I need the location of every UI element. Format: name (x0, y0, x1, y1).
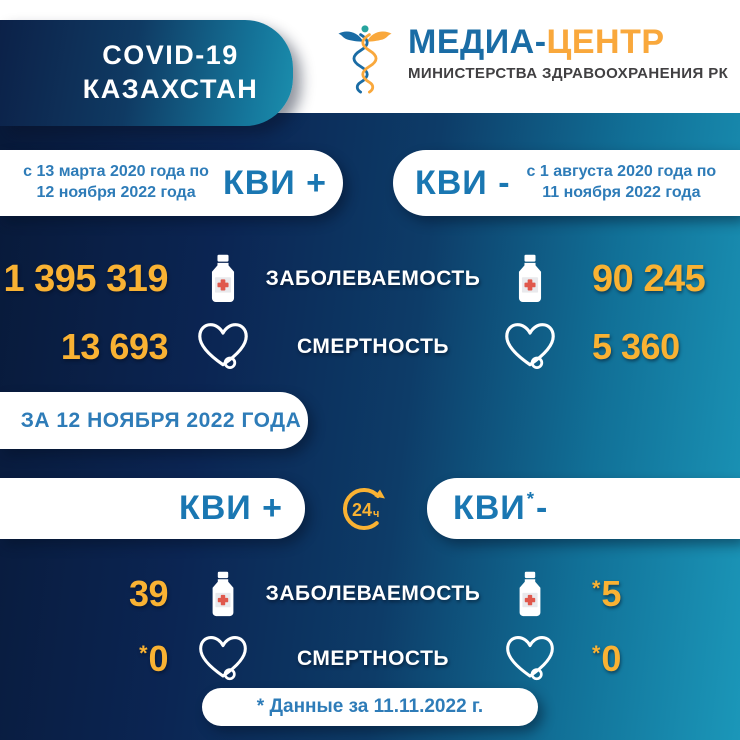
daily-kvi-minus-sign: - (536, 489, 549, 528)
medicine-bottle-icon (513, 254, 547, 304)
daily-mortality-positive-asterisk: * (139, 640, 148, 666)
heart-stethoscope-icon (502, 321, 558, 373)
daily-incidence-negative-number: 5 (601, 573, 621, 614)
daily-date-pill (0, 392, 308, 449)
cumulative-incidence-positive-value: 1 395 319 (3, 257, 168, 300)
daily-kvi-minus-label (453, 488, 548, 528)
kvi-minus-period-line2: 11 ноября 2022 года (542, 184, 701, 201)
kvi-minus-period (527, 162, 717, 204)
medicine-bottle-icon (206, 254, 240, 304)
medicine-bottle-icon (207, 571, 239, 618)
kvi-plus-period-line2: 12 ноября 2022 года (36, 184, 196, 201)
daily-incidence-negative-asterisk: * (592, 575, 601, 601)
cumulative-mortality-label: СМЕРТНОСТЬ (296, 335, 449, 358)
logo-title (408, 24, 728, 61)
daily-incidence-row (0, 564, 740, 624)
kvi-plus-period-line1: с 13 марта 2020 года по (23, 163, 209, 181)
caduceus-icon (336, 24, 394, 105)
24h-unit: ч (373, 508, 380, 520)
footer-note-pill (202, 688, 538, 726)
kvi-plus-label: КВИ + (222, 163, 327, 202)
kvi-minus-period-line1: с 1 августа 2020 года по (526, 163, 717, 181)
logo-subtitle: МИНИСТЕРСТВА ЗДРАВООХРАНЕНИЯ РК (408, 65, 729, 83)
cumulative-incidence-label: ЗАБОЛЕВАЕМОСТЬ (265, 267, 481, 290)
logo-text (408, 24, 728, 82)
medicine-bottle-icon (514, 571, 546, 618)
badge-line2: КАЗАХСТАН (82, 74, 259, 104)
kvi-minus-period-pill (393, 150, 740, 216)
heart-stethoscope-icon (503, 634, 557, 684)
24h-number: 24 (351, 500, 373, 520)
logo-title-center: ЦЕНТР (546, 23, 665, 61)
daily-mortality-negative-number: 0 (601, 638, 621, 679)
cumulative-mortality-row (0, 318, 740, 376)
kvi-minus-label: КВИ - (415, 163, 511, 202)
daily-mortality-row (0, 630, 740, 688)
daily-incidence-label: ЗАБОЛЕВАЕМОСТЬ (265, 582, 481, 605)
heart-stethoscope-icon (195, 321, 251, 373)
daily-kvi-plus-pill (0, 478, 305, 539)
cumulative-mortality-negative-value: 5 360 (592, 326, 680, 367)
daily-kvi-plus-label: КВИ + (178, 489, 283, 527)
daily-mortality-label: СМЕРТНОСТЬ (296, 647, 449, 670)
covid-kazakhstan-badge (0, 20, 293, 126)
daily-incidence-negative-value (592, 573, 621, 615)
daily-date-label: ЗА 12 НОЯБРЯ 2022 ГОДА (20, 408, 302, 432)
cumulative-mortality-positive-value: 13 693 (60, 326, 168, 367)
cumulative-incidence-negative-value: 90 245 (592, 257, 706, 300)
daily-kvi-minus-asterisk: * (526, 488, 536, 510)
daily-mortality-negative-asterisk: * (592, 640, 601, 666)
daily-mortality-positive-number: 0 (148, 638, 168, 679)
daily-kvi-minus-base: КВИ (453, 489, 526, 528)
media-center-logo (336, 24, 728, 105)
kvi-plus-period (23, 162, 209, 204)
cumulative-incidence-row (0, 248, 740, 310)
24h-clock-icon (338, 483, 390, 535)
kvi-plus-period-pill (0, 150, 343, 216)
daily-mortality-positive-value (139, 638, 168, 680)
daily-mortality-negative-value (592, 638, 621, 680)
logo-title-media: МЕДИА- (408, 23, 547, 61)
daily-kvi-minus-pill (427, 478, 740, 539)
heart-stethoscope-icon (196, 634, 250, 684)
footer-note: * Данные за 11.11.2022 г. (256, 696, 484, 717)
daily-incidence-positive-value: 39 (128, 573, 168, 614)
badge-line1: COVID-19 (102, 40, 239, 71)
